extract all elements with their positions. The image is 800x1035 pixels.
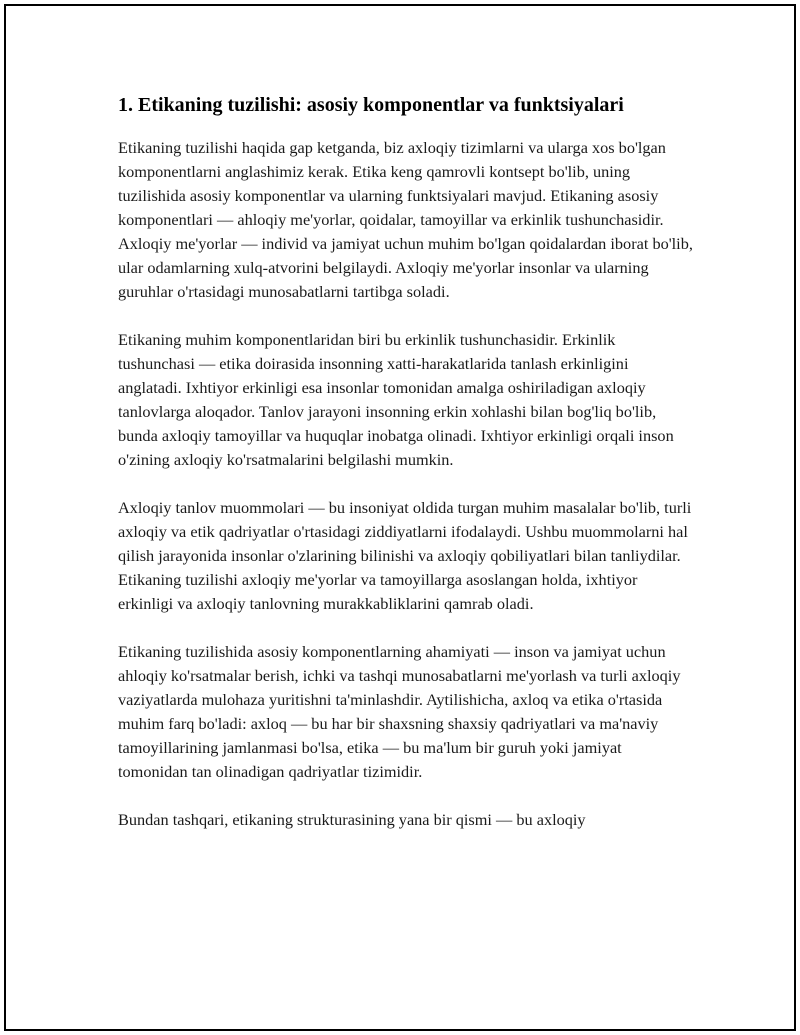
paragraph-1: Etikaning tuzilishi haqida gap ketganda, biz axloqiy tizimlarni va ularga xos bo'lgan komponentlarni anglashimiz kerak. Etika keng qamrovli kontsept bo'lib, uning tuzilishida asosiy komponentlar va ularning funktsiyalari mavjud. Etikaning asosiy komponentlari — ahloqiy me'yorlar, qoidalar, tamoyillar va erkinlik tushunchasidir. Axloqiy me'yorlar — individ va jamiyat uchun muhim bo'lgan qoidalardan iborat bo'lib, ular odamlarning xulq-atvorini belgilaydi. Axloqiy me'yorlar insonlar va ularning guruhlar o'rtasidagi munosabatlarni tartibga soladi. xyxy=(118,138,693,301)
paragraph-5: Bundan tashqari, etikaning strukturasining yana bir qismi — bu axloqiy xyxy=(118,810,586,829)
paragraph-3: Axloqiy tanlov muommolari — bu insoniyat oldida turgan muhim masalalar bo'lib, turli axloqiy va etik qadriyatlar o'rtasidagi ziddiyatlarni ifodalaydi. Ushbu muommolarni hal qilish jarayonida insonlar o'zlarining bilinishi va axloqiy qobiliyatlari bilan tanliydilar. Etikaning tuzilishi axloqiy me'yorlar va tamoyillarga asoslangan holda, ixhtiyor erkinligi va axloqiy tanlovning murakkabliklarini qamrab oladi. xyxy=(118,498,692,613)
document-body xyxy=(114,92,694,856)
paragraph-4: Etikaning tuzilishida asosiy komponentlarning ahamiyati — inson va jamiyat uchun ahloqiy ko'rsatmalar berish, ichki va tashqi munosabatlarni me'yorlash va turli axloqiy vaziyatlarda mulohaza yuritishni ta'minlashdir. Aytilishicha, axloq va etika o'rtasida muhim farq bo'ladi: axloq — bu har bir shaxsning shaxsiy qadriyatlari va ma'naviy tamoyillarining jamlanmasi bo'lsa, etika — bu ma'lum bir guruh yoki jamiyat tomonidan tan olinadigan qadriyatlar tizimidir. xyxy=(118,642,681,781)
paragraph-2: Etikaning muhim komponentlaridan biri bu erkinlik tushunchasidir. Erkinlik tushunchasi — etika doirasida insonning xatti-harakatlarida tanlash erkinligini anglatadi. Ixhtiyor erkinligi esa insonlar tomonidan amalga oshiriladigan axloqiy tanlovlarga aloqador. Tanlov jarayoni insonning erkin xohlashi bilan bog'liq bo'lib, bunda axloqiy tamoyillar va huquqlar inobatga olinadi. Ixhtiyor erkinligi orqali inson o'zining axloqiy ko'rsatmalarini belgilashi mumkin. xyxy=(118,330,674,469)
section-heading: 1. Etikaning tuzilishi: asosiy komponentlar va funktsiyalari xyxy=(118,94,624,116)
